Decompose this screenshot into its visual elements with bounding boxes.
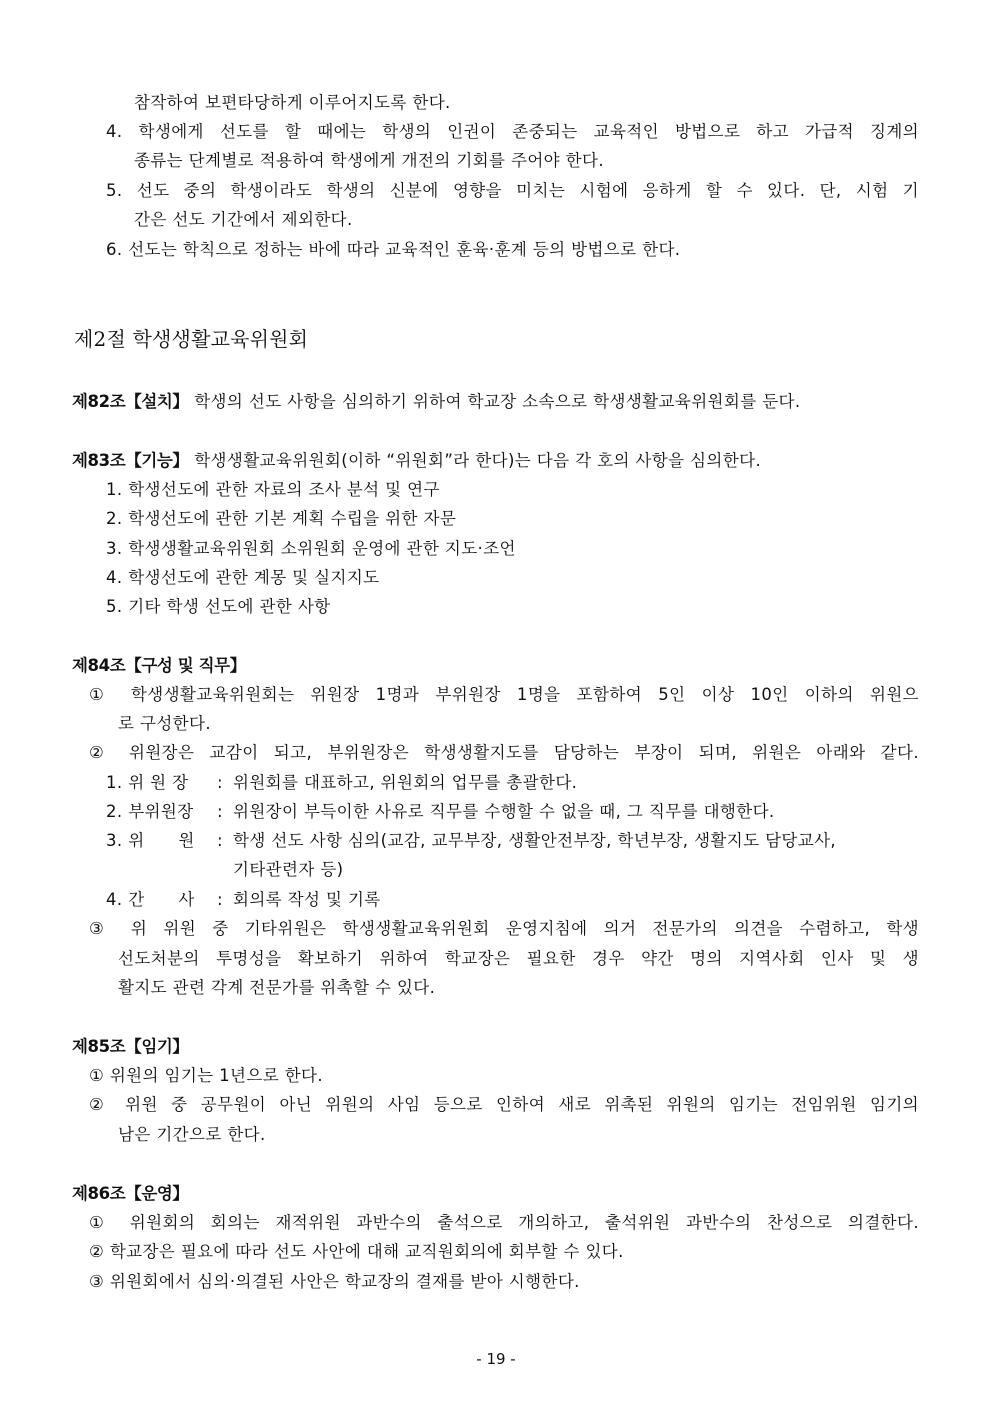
role-description: 위원장이 부득이한 사유로 직무를 수행할 수 없을 때, 그 직무를 대행한다. <box>233 802 775 821</box>
article-86-paragraph-1: ① 위원회의 회의는 재적위원 과반수의 출석으로 개의하고, 출석위원 과반수의 찬성으로 의결한다. <box>89 1213 919 1232</box>
article-84-paragraph-2: ② 위원장은 교감이 되고, 부위원장은 학생생활지도를 담당하는 부장이 되며, 위원은 아래와 같다. <box>89 743 919 762</box>
list-item-4-continued: 종류는 단계별로 적용하여 학생에게 개전의 기회를 주어야 한다. <box>134 151 604 170</box>
role-separator: : <box>217 890 223 909</box>
role-separator: : <box>217 802 223 821</box>
article-84-heading: 제84조【구성 및 직무】 <box>72 656 246 675</box>
article-83-heading: 제83조【기능】 <box>72 451 189 470</box>
article-83-item: 2. 학생선도에 관한 기본 계획 수립을 위한 자문 <box>106 509 457 528</box>
role-row-vice-chair <box>106 801 775 823</box>
article-85-heading: 제85조【임기】 <box>72 1037 189 1056</box>
article-83-item: 5. 기타 학생 선도에 관한 사항 <box>106 597 331 616</box>
role-label: 1. 위 원 장 <box>106 773 189 792</box>
page-number: - 19 - <box>476 1350 516 1368</box>
article-86-paragraph-2: ② 학교장은 필요에 따라 선도 사안에 대해 교직원회의에 회부할 수 있다. <box>89 1242 624 1261</box>
article-83 <box>72 450 761 472</box>
article-83-item: 3. 학생생활교육위원회 소위원회 운영에 관한 지도·조언 <box>106 539 516 558</box>
role-label: 2. 부위원장 <box>106 802 194 821</box>
list-item-4: 4. 학생에게 선도를 할 때에는 학생의 인권이 존중되는 교육적인 방법으로 하고 가급적 징계의 <box>106 122 919 141</box>
role-row-secretary <box>106 889 381 911</box>
role-label: 3. 위 원 <box>106 831 195 850</box>
role-label: 4. 간 사 <box>106 890 195 909</box>
role-row-member <box>106 830 836 852</box>
role-description: 학생 선도 사항 심의(교감, 교무부장, 생활안전부장, 학년부장, 생활지도 담당교사, <box>233 831 837 850</box>
section-title: 제2절 학생생활교육위원회 <box>74 327 309 351</box>
list-item-5: 5. 선도 중의 학생이라도 학생의 신분에 영향을 미치는 시험에 응하게 할 수 있다. 단, 시험 기 <box>106 181 919 200</box>
article-82 <box>72 391 801 413</box>
article-83-item: 1. 학생선도에 관한 자료의 조사 분석 및 연구 <box>106 480 440 499</box>
list-item-6: 6. 선도는 학칙으로 정하는 바에 따라 교육적인 훈육·훈계 등의 방법으로 한다. <box>106 240 681 259</box>
role-separator: : <box>217 831 223 850</box>
role-separator: : <box>217 773 223 792</box>
role-description: 위원회를 대표하고, 위원회의 업무를 총괄한다. <box>233 773 578 792</box>
article-83-text: 학생생활교육위원회(이하 “위원회”라 한다)는 다음 각 호의 사항을 심의한다. <box>194 451 762 470</box>
article-82-heading: 제82조【설치】 <box>72 392 189 411</box>
article-84-paragraph-1: ① 학생생활교육위원회는 위원장 1명과 부위원장 1명을 포함하여 5인 이상 10인 이하의 위원으 <box>89 685 919 704</box>
article-84-paragraph-3: ③ 위 위원 중 기타위원은 학생생활교육위원회 운영지침에 의거 전문가의 의견을 수렴하고, 학생 <box>89 919 919 938</box>
article-82-text: 학생의 선도 사항을 심의하기 위하여 학교장 소속으로 학생생활교육위원회를 둔다. <box>194 392 801 411</box>
role-row-chair <box>106 772 577 794</box>
article-85-paragraph-1: ① 위원의 임기는 1년으로 한다. <box>89 1066 324 1085</box>
role-description: 회의록 작성 및 기록 <box>233 890 381 909</box>
article-84-paragraph-3-continued: 활지도 관련 각계 전문가를 위촉할 수 있다. <box>118 978 436 997</box>
role-description-continued: 기타관련자 등) <box>233 860 344 879</box>
article-83-item: 4. 학생선도에 관한 계몽 및 실지지도 <box>106 568 380 587</box>
continued-text-line: 참작하여 보편타당하게 이루어지도록 한다. <box>134 93 451 112</box>
article-85-paragraph-2-continued: 남은 기간으로 한다. <box>118 1125 266 1144</box>
article-86-paragraph-3: ③ 위원회에서 심의·의결된 사안은 학교장의 결재를 받아 시행한다. <box>89 1272 580 1291</box>
article-86-heading: 제86조【운영】 <box>72 1184 189 1203</box>
article-84-paragraph-3-continued: 선도처분의 투명성을 확보하기 위하여 학교장은 필요한 경우 약간 명의 지역사회 인사 및 생 <box>118 949 919 968</box>
article-84-paragraph-1-continued: 로 구성한다. <box>118 714 211 733</box>
article-85-paragraph-2: ② 위원 중 공무원이 아닌 위원의 사임 등으로 인하여 새로 위촉된 위원의 임기는 전임위원 임기의 <box>89 1095 919 1114</box>
list-item-5-continued: 간은 선도 기간에서 제외한다. <box>134 210 353 229</box>
